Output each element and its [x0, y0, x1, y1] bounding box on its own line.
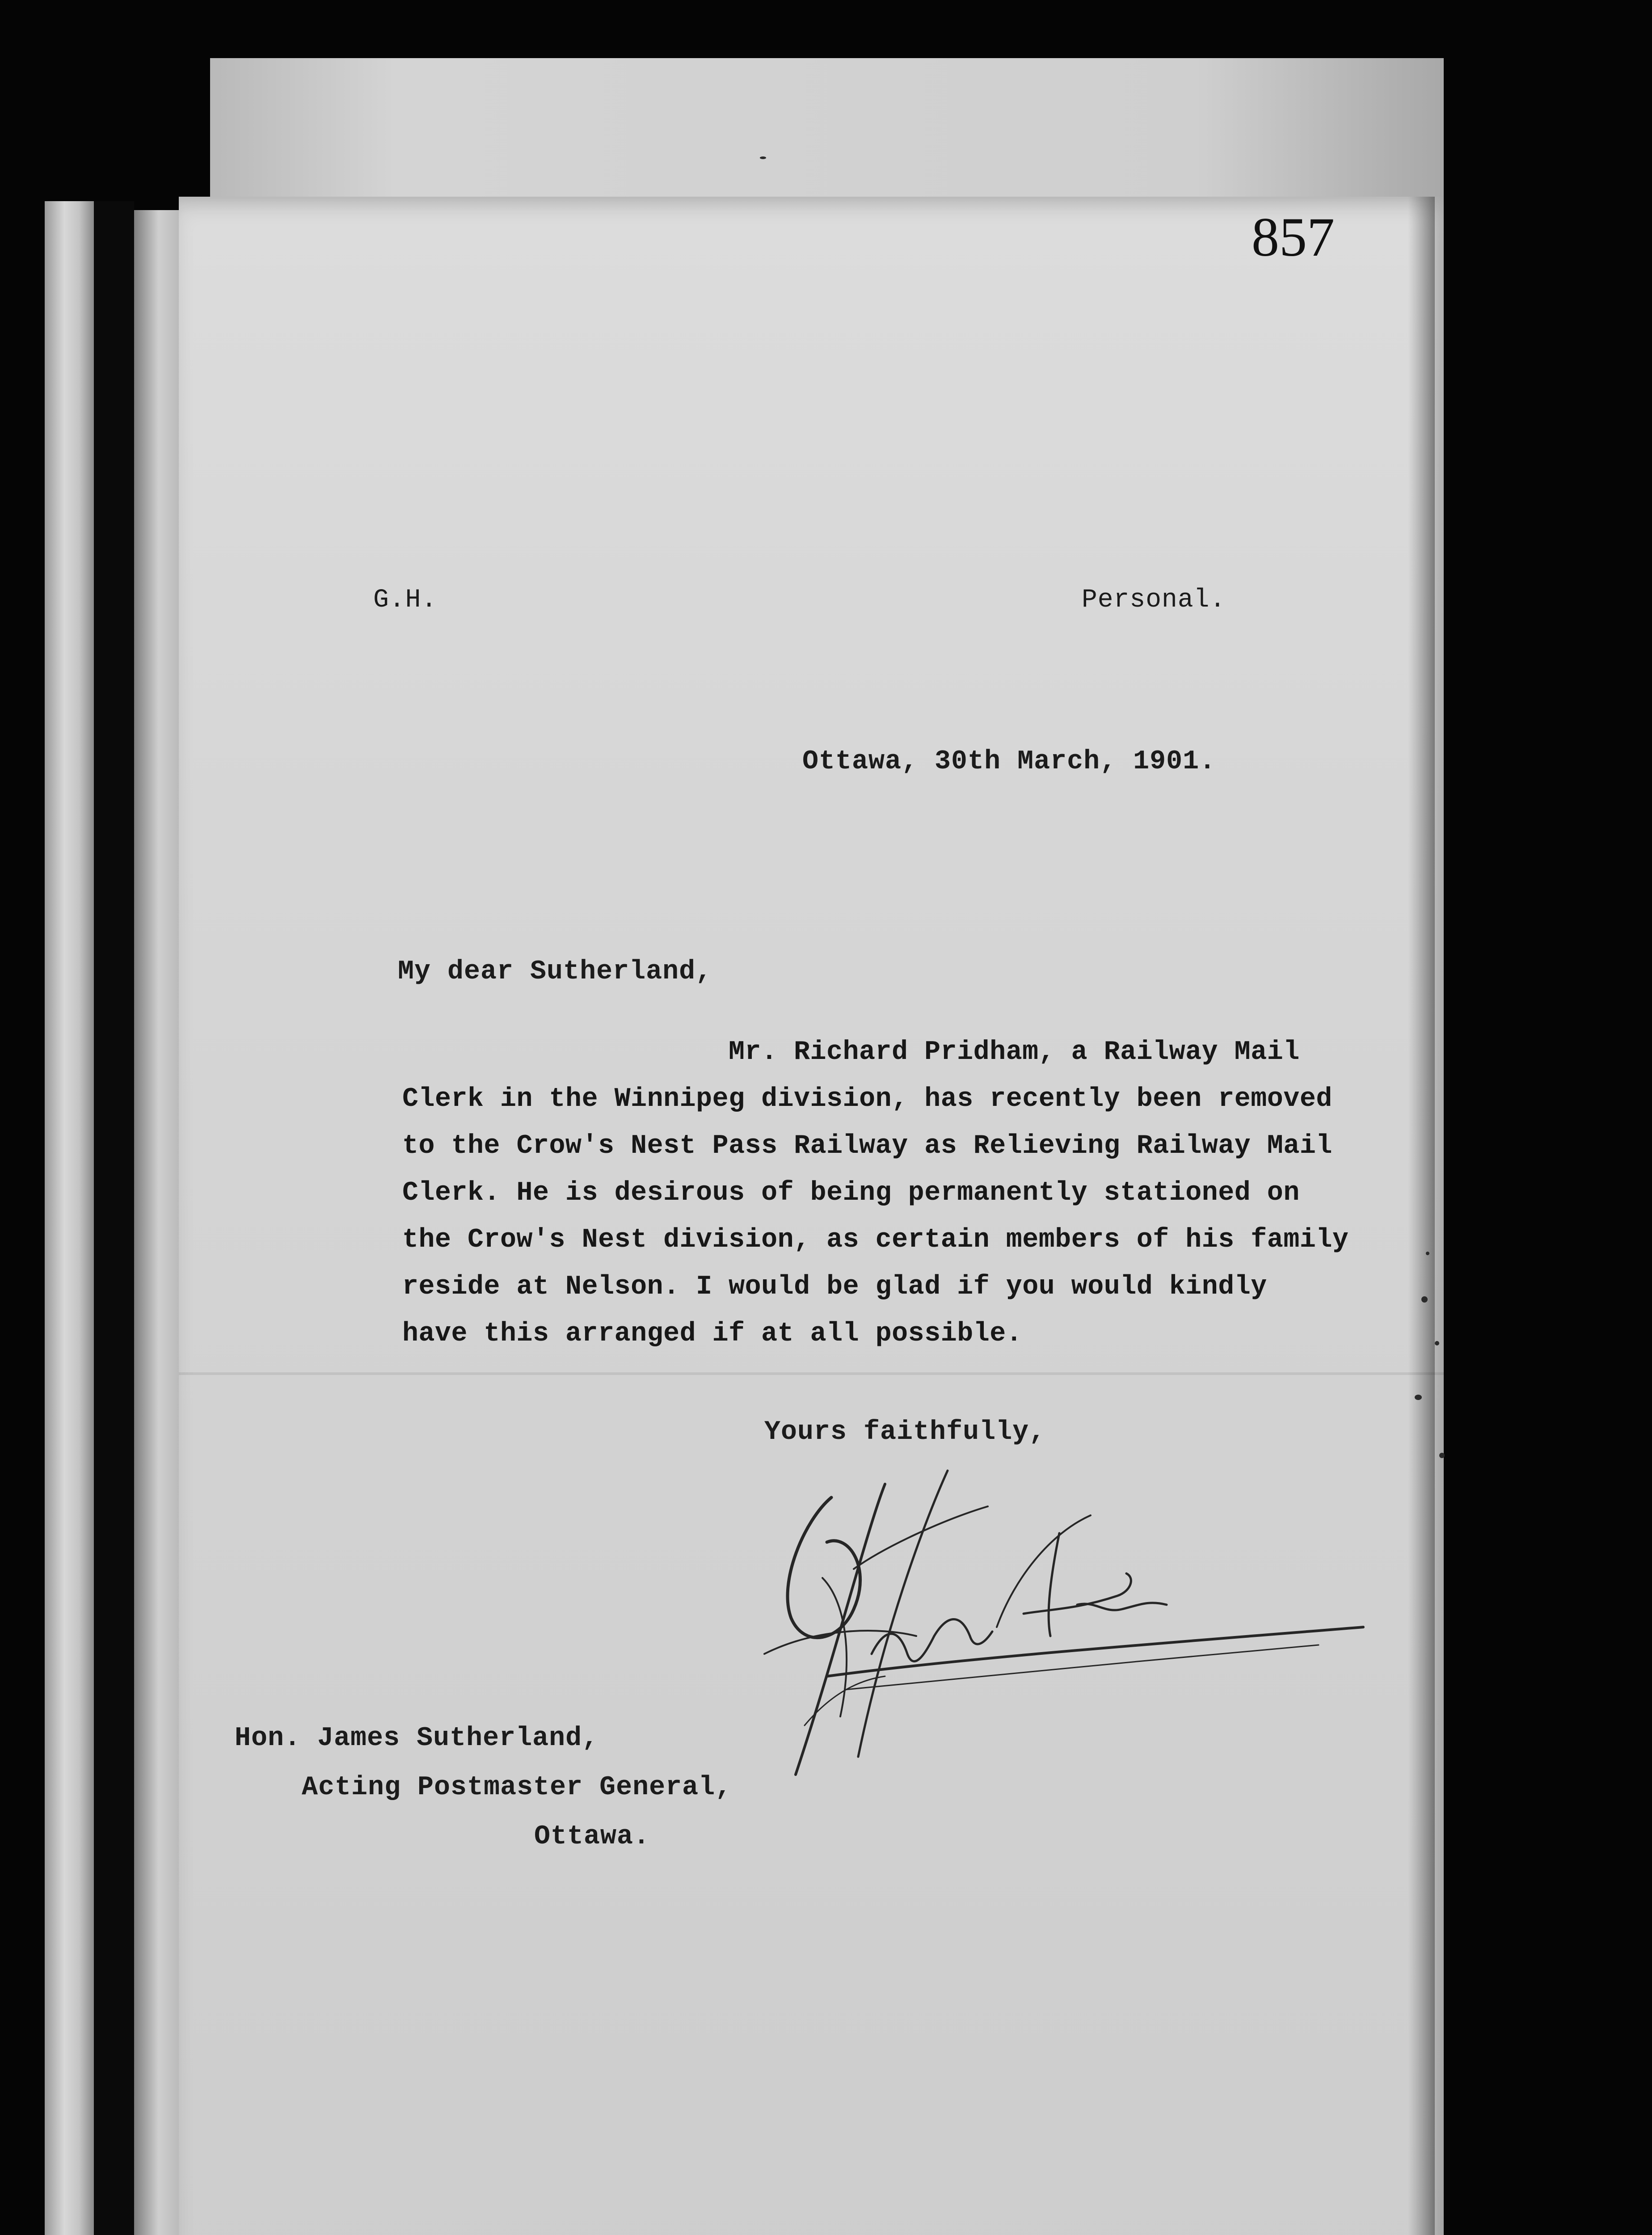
binding-gap — [94, 201, 134, 2235]
place-date: Ottawa, 30th March, 1901. — [802, 746, 1216, 777]
body-line: Clerk. He is desirous of being permanently stationed on — [402, 1178, 1300, 1208]
body-line: have this arranged if at all possible. — [402, 1319, 1023, 1349]
speck — [1426, 1252, 1429, 1255]
addressee-name: Hon. James Sutherland, — [235, 1723, 599, 1754]
binding-strip-inner — [134, 210, 183, 2235]
closing: Yours faithfully, — [764, 1417, 1046, 1447]
classification-label: Personal. — [1082, 586, 1226, 615]
body-line: the Crow's Nest division, as certain members of his family — [402, 1225, 1349, 1255]
speck — [1415, 1395, 1422, 1400]
letter-sheet — [179, 197, 1444, 2235]
addressee-city: Ottawa. — [534, 1822, 650, 1852]
paper-fold — [179, 1372, 1444, 1375]
speck — [1421, 1296, 1428, 1303]
speck — [1435, 1341, 1439, 1345]
page-number: 857 — [1252, 207, 1335, 268]
salutation: My dear Sutherland, — [398, 957, 712, 987]
sheet-shadow — [1408, 197, 1435, 2235]
handwritten-signature — [738, 1466, 1372, 1788]
body-line: to the Crow's Nest Pass Railway as Relieving Railway Mail — [402, 1131, 1332, 1161]
speck — [1439, 1453, 1445, 1458]
addressee-title: Acting Postmaster General, — [302, 1772, 732, 1803]
binding-strip — [45, 201, 94, 2235]
speck — [760, 156, 766, 159]
body-line: Clerk in the Winnipeg division, has recently been removed — [402, 1084, 1332, 1114]
sender-initials: G.H. — [373, 586, 438, 615]
body-line: reside at Nelson. I would be glad if you would kindly — [402, 1272, 1267, 1302]
body-line: Mr. Richard Pridham, a Railway Mail — [729, 1037, 1300, 1067]
